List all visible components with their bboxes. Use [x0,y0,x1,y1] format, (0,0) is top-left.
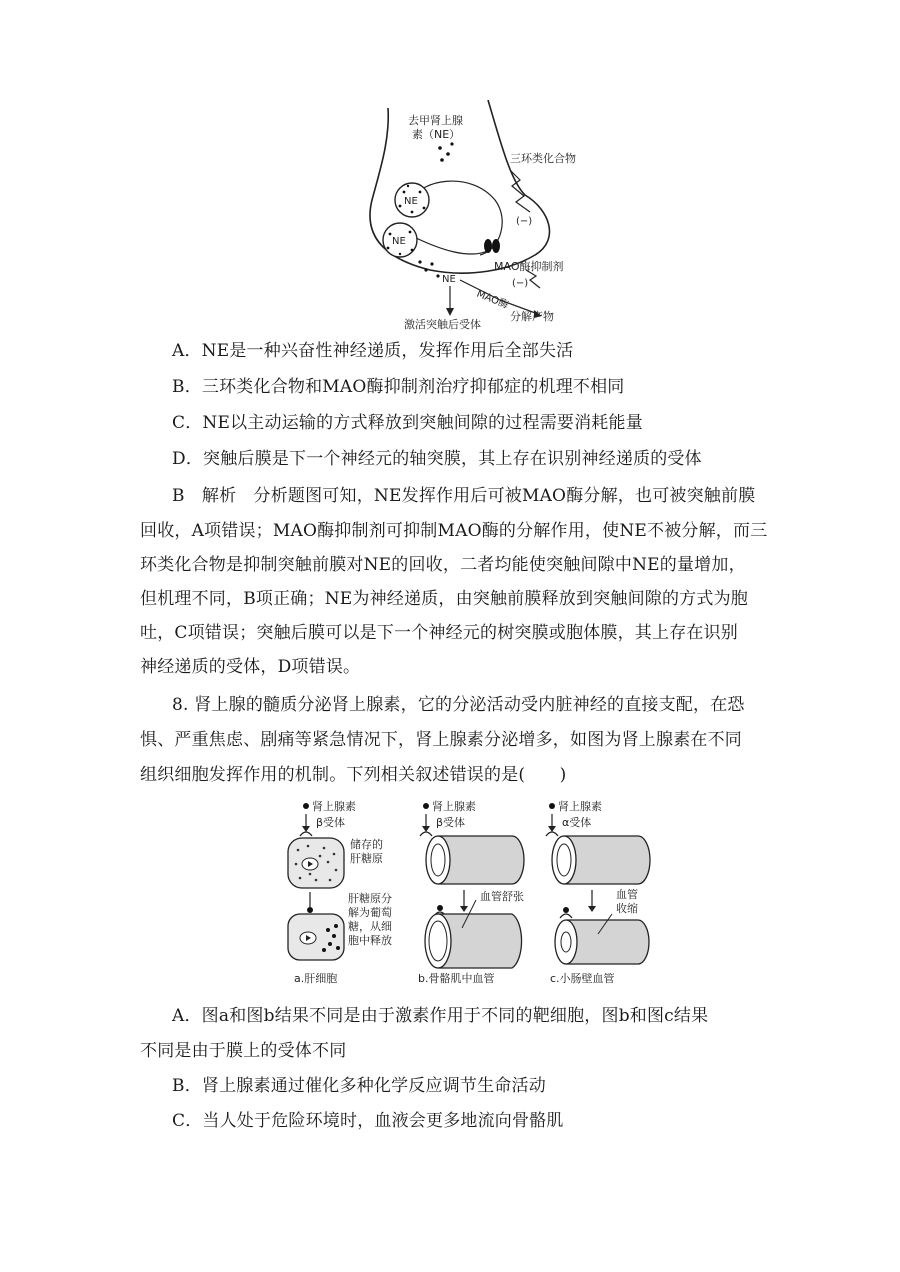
b-receptor-label: β受体 [436,816,466,829]
b-effect-label: 血管舒张 [480,890,524,903]
q7-answer-line-5: 吐，C项错误；突触后膜可以是下一个神经元的树突膜或胞体膜，其上存在识别 [140,623,739,643]
label-ne-vesicle-upper: NE [404,196,418,207]
a-store-label-2: 肝糖原 [350,852,383,865]
a-break-label-3: 糖，从细 [348,920,392,933]
q7-answer-line-2: 回收，A项错误；MAO酶抑制剂可抑制MAO酶的分解作用，使NE不被分解，而三 [140,521,768,541]
label-ne-free: NE [442,274,456,285]
q7-option-c: C．NE以主动运输的方式释放到突触间隙的过程需要消耗能量 [172,413,643,433]
q7-option-b: B．三环类化合物和MAO酶抑制剂治疗抑郁症的机理不相同 [172,377,625,397]
label-ne-vesicle-lower: NE [392,236,406,247]
q8-stem-line-2: 惧、严重焦虑、剧痛等紧急情况下，肾上腺素分泌增多，如图为肾上腺素在不同 [140,730,742,750]
q8-stem-line-3: 组织细胞发挥作用的机制。下列相关叙述错误的是( ) [140,765,567,785]
label-minus2: (−) [512,278,529,289]
a-break-label-4: 胞中释放 [348,934,392,947]
c-receptor-label: α受体 [562,816,592,829]
label-tricyclic: 三环类化合物 [510,152,576,165]
synapse-diagram [360,100,600,332]
label-mao-enzyme: MAO酶 [474,288,510,312]
q7-answer-line-4: 但机理不同，B项正确；NE为神经递质，由突触前膜释放到突触间隙的方式为胞 [140,589,748,609]
q7-option-d: D．突触后膜是下一个神经元的轴突膜，其上存在识别神经递质的受体 [172,449,702,469]
q7-answer-line-6: 神经递质的受体，D项错误。 [140,657,361,677]
q7-option-a: A．NE是一种兴奋性神经递质，发挥作用后全部失活 [172,341,574,361]
c-hormone-label: 肾上腺素 [558,800,602,813]
q8-stem-line-1: 8. 肾上腺的髓质分泌肾上腺素，它的分泌活动受内脏神经的直接支配，在恐 [172,695,745,715]
a-break-label-1: 肝糖原分 [348,892,392,905]
label-activate: 激活突触后受体 [404,318,481,331]
c-effect-label-1: 血管 [616,888,638,901]
b-caption: b.骨骼肌中血管 [418,972,495,985]
b-hormone-label: 肾上腺素 [432,800,476,813]
c-effect-label-2: 收缩 [616,902,638,915]
q8-option-a-line-2: 不同是由于膜上的受体不同 [140,1041,347,1061]
label-ne-title2: 素（NE） [412,128,461,141]
panel-b-skeletal-vessel [418,799,524,985]
q7-answer-line-3: 环类化合物是抑制突触前膜对NE的回收，二者均能使突触间隙中NE的量增加， [140,555,746,575]
label-products: 分解产物 [510,310,554,323]
q8-option-a-line-1: A．图a和图b结果不同是由于激素作用于不同的靶细胞，图b和图c结果 [172,1006,709,1026]
label-ne-title1: 去甲肾上腺 [408,114,463,127]
a-break-label-2: 解为葡萄 [348,906,392,919]
a-store-label-1: 储存的 [350,838,383,851]
panel-a-liver-cell [288,799,392,985]
c-caption: c.小肠壁血管 [550,972,615,985]
a-hormone-label: 肾上腺素 [312,800,356,813]
a-caption: a.肝细胞 [294,972,338,985]
q8-option-c: C．当人处于危险环境时，血液会更多地流向骨骼肌 [172,1111,564,1131]
q8-option-b: B．肾上腺素通过催化多种化学反应调节生命活动 [172,1076,546,1096]
adrenaline-diagram [280,796,660,992]
label-mao-inhibitor: MAO酶抑制剂 [494,260,564,273]
q7-answer-line-1: B 解析 分析题图可知，NE发挥作用后可被MAO酶分解，也可被突触前膜 [172,486,756,506]
label-minus1: (−) [516,216,533,227]
panel-c-intestinal-vessel [546,799,650,985]
a-receptor-label: β受体 [316,816,346,829]
